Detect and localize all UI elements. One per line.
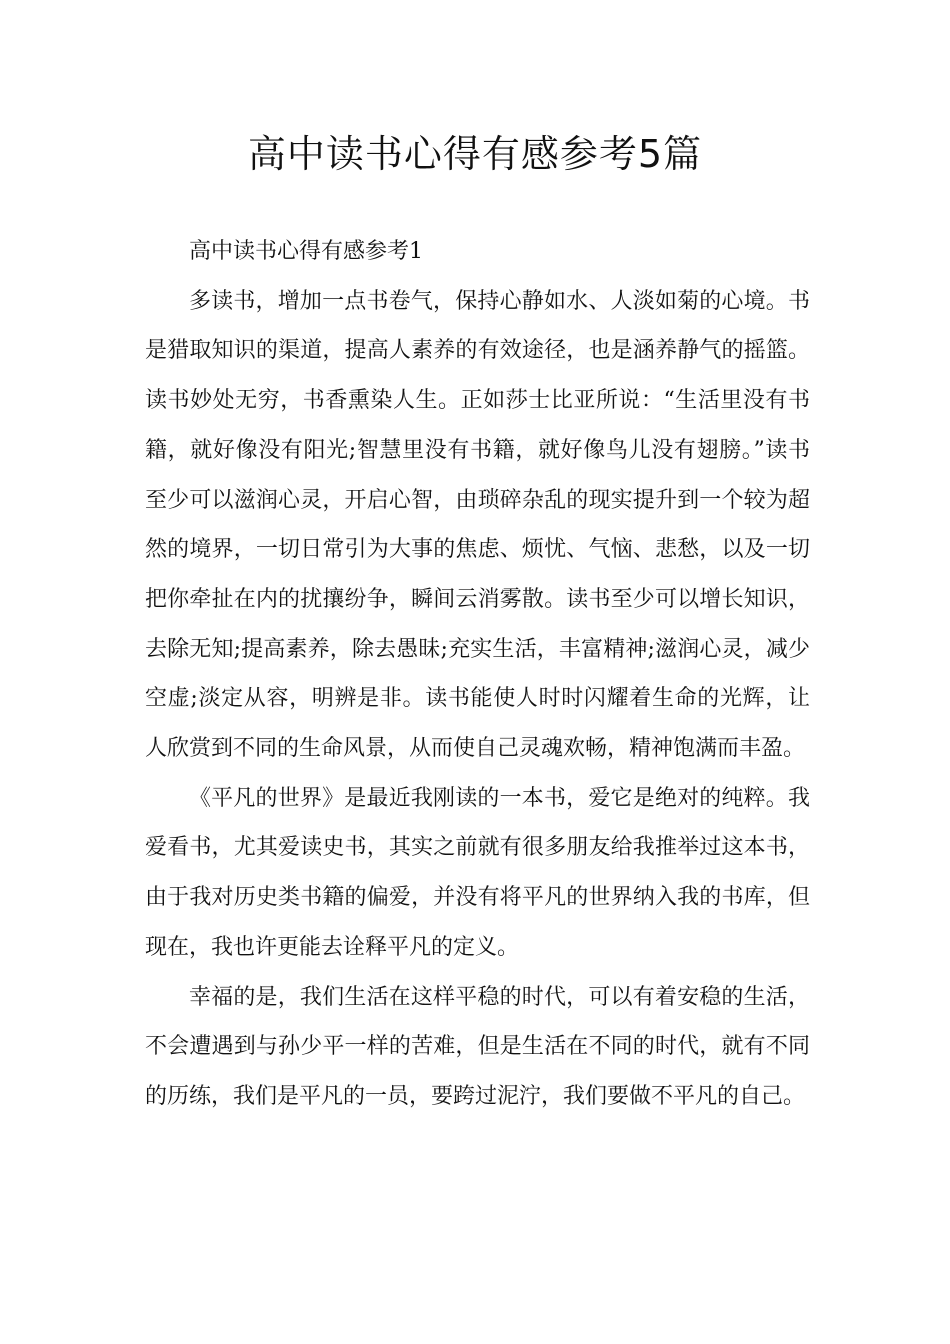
paragraph-1: 多读书，增加一点书卷气，保持心静如水、人淡如菊的心境。书是猎取知识的渠道，提高人素养的有效途径，也是涵养静气的摇篮。读书妙处无穷，书香熏染人生。正如莎士比亚所说：“生活里没有书籍，就好像没有阳光;智慧里没有书籍，就好像鸟儿没有翅膀。”读书至少可以滋润心灵，开启心智，由琐碎杂乱的现实提升到一个较为超然的境界，一切日常引为大事的焦虑、烦忧、气恼、悲愁，以及一切把你牵扯在内的扰攘纷争，瞬间云消雾散。读书至少可以增长知识，去除无知;提高素养，除去愚昧;充实生活，丰富精神;滋润心灵，减少空虚;淡定从容，明辨是非。读书能使人时时闪耀着生命的光辉，让人欣赏到不同的生命风景，从而使自己灵魂欢畅，精神饱满而丰盈。 bbox=[145, 288, 810, 762]
section-heading: 高中读书心得有感参考1 bbox=[189, 239, 423, 264]
document-title: 高中读书心得有感参考5篇 bbox=[247, 132, 703, 176]
paragraph-3: 幸福的是，我们生活在这样平稳的时代，可以有着安稳的生活，不会遭遇到与孙少平一样的苦难，但是生活在不同的时代，就有不同的历练，我们是平凡的一员，要跨过泥泞，我们要做不平凡的自己。 bbox=[145, 984, 810, 1109]
paragraph-2: 《平凡的世界》是最近我刚读的一本书，爱它是绝对的纯粹。我爱看书，尤其爱读史书，其实之前就有很多朋友给我推举过这本书，由于我对历史类书籍的偏爱，并没有将平凡的世界纳入我的书库，但现在，我也许更能去诠释平凡的定义。 bbox=[145, 785, 810, 960]
document-body bbox=[145, 227, 810, 1122]
